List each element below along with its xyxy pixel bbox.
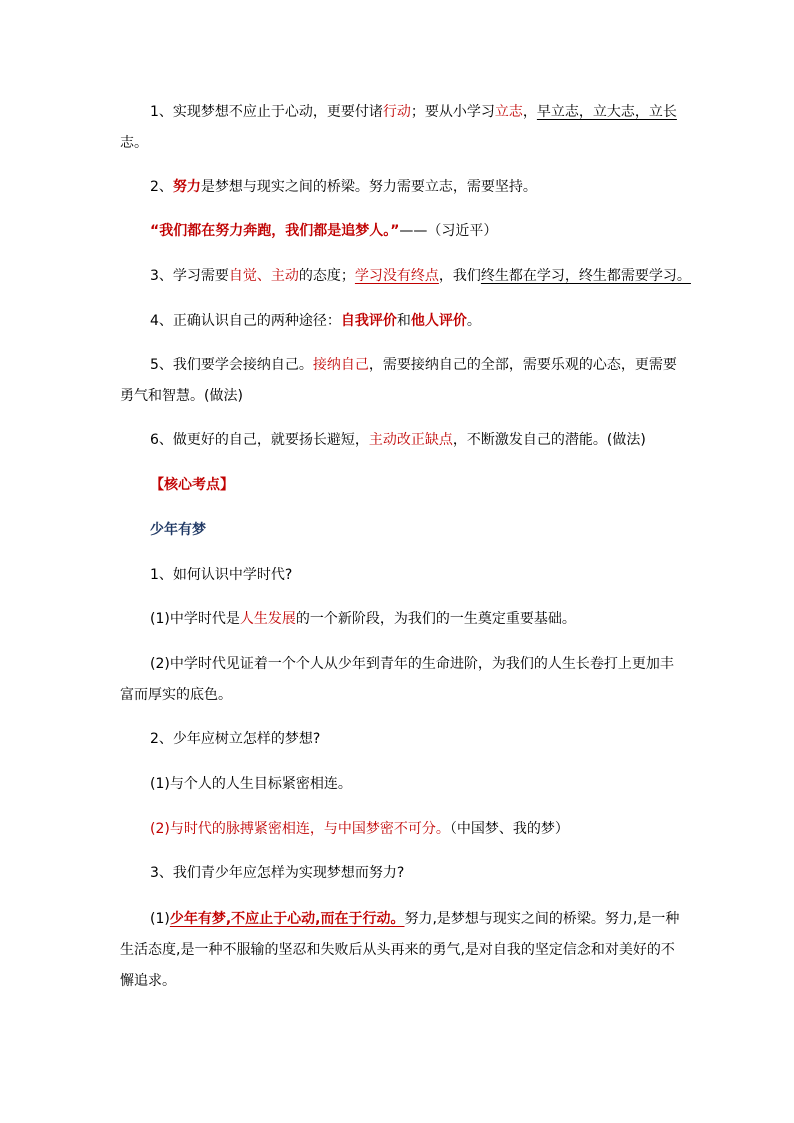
- answer-1-1: (1)中学时代是人生发展的一个新阶段，为我们的一生奠定重要基础。: [150, 611, 576, 627]
- subsection-title: 少年有梦: [150, 522, 206, 538]
- section-title: 【核心考点】: [150, 477, 234, 493]
- paragraph-1-line-1: 1、实现梦想不应止于心动，更要付诸行动；要从小学习立志，早立志，立大志，立长: [150, 104, 677, 120]
- answer-3-1-line-3: 懈追求。: [120, 973, 176, 989]
- paragraph-5-line-1: 5、我们要学会接纳自己。接纳自己，需要接纳自己的全部，需要乐观的心态，更需要: [150, 357, 677, 373]
- paragraph-6: 6、做更好的自己，就要扬长避短，主动改正缺点，不断激发自己的潜能。(做法): [150, 432, 646, 448]
- answer-2-1: (1)与个人的人生目标紧密相连。: [150, 776, 352, 792]
- answer-2-2: (2)与时代的脉搏紧密相连，与中国梦密不可分。（中国梦、我的梦）: [150, 821, 569, 837]
- paragraph-5-line-2: 勇气和智慧。(做法): [120, 388, 243, 404]
- question-1: 1、如何认识中学时代?: [150, 567, 293, 583]
- answer-3-1-line-2: 生活态度,是一种不服输的坚忍和失败后从头再来的勇气,是对自我的坚定信念和对美好的不: [120, 942, 675, 958]
- question-2: 2、少年应树立怎样的梦想?: [150, 731, 321, 747]
- answer-1-2-line-1: (2)中学时代见证着一个个人从少年到青年的生命进阶，为我们的人生长卷打上更加丰: [150, 656, 674, 672]
- paragraph-1-line-2: 志。: [120, 135, 148, 151]
- paragraph-2: 2、努力是梦想与现实之间的桥梁。努力需要立志，需要坚持。: [150, 179, 537, 195]
- answer-1-2-line-2: 富而厚实的底色。: [120, 687, 232, 703]
- paragraph-4: 4、正确认识自己的两种途径：自我评价和他人评价。: [150, 313, 481, 329]
- paragraph-3: 3、学习需要自觉、主动的态度；学习没有终点，我们终生都在学习，终生都需要学习。: [150, 268, 691, 284]
- question-3: 3、我们青少年应怎样为实现梦想而努力?: [150, 865, 405, 881]
- quote-line: “我们都在努力奔跑，我们都是追梦人。”——（习近平）: [150, 223, 498, 239]
- answer-3-1-line-1: (1)少年有梦,不应止于心动,而在于行动。努力,是梦想与现实之间的桥梁。努力,是一种: [150, 911, 680, 927]
